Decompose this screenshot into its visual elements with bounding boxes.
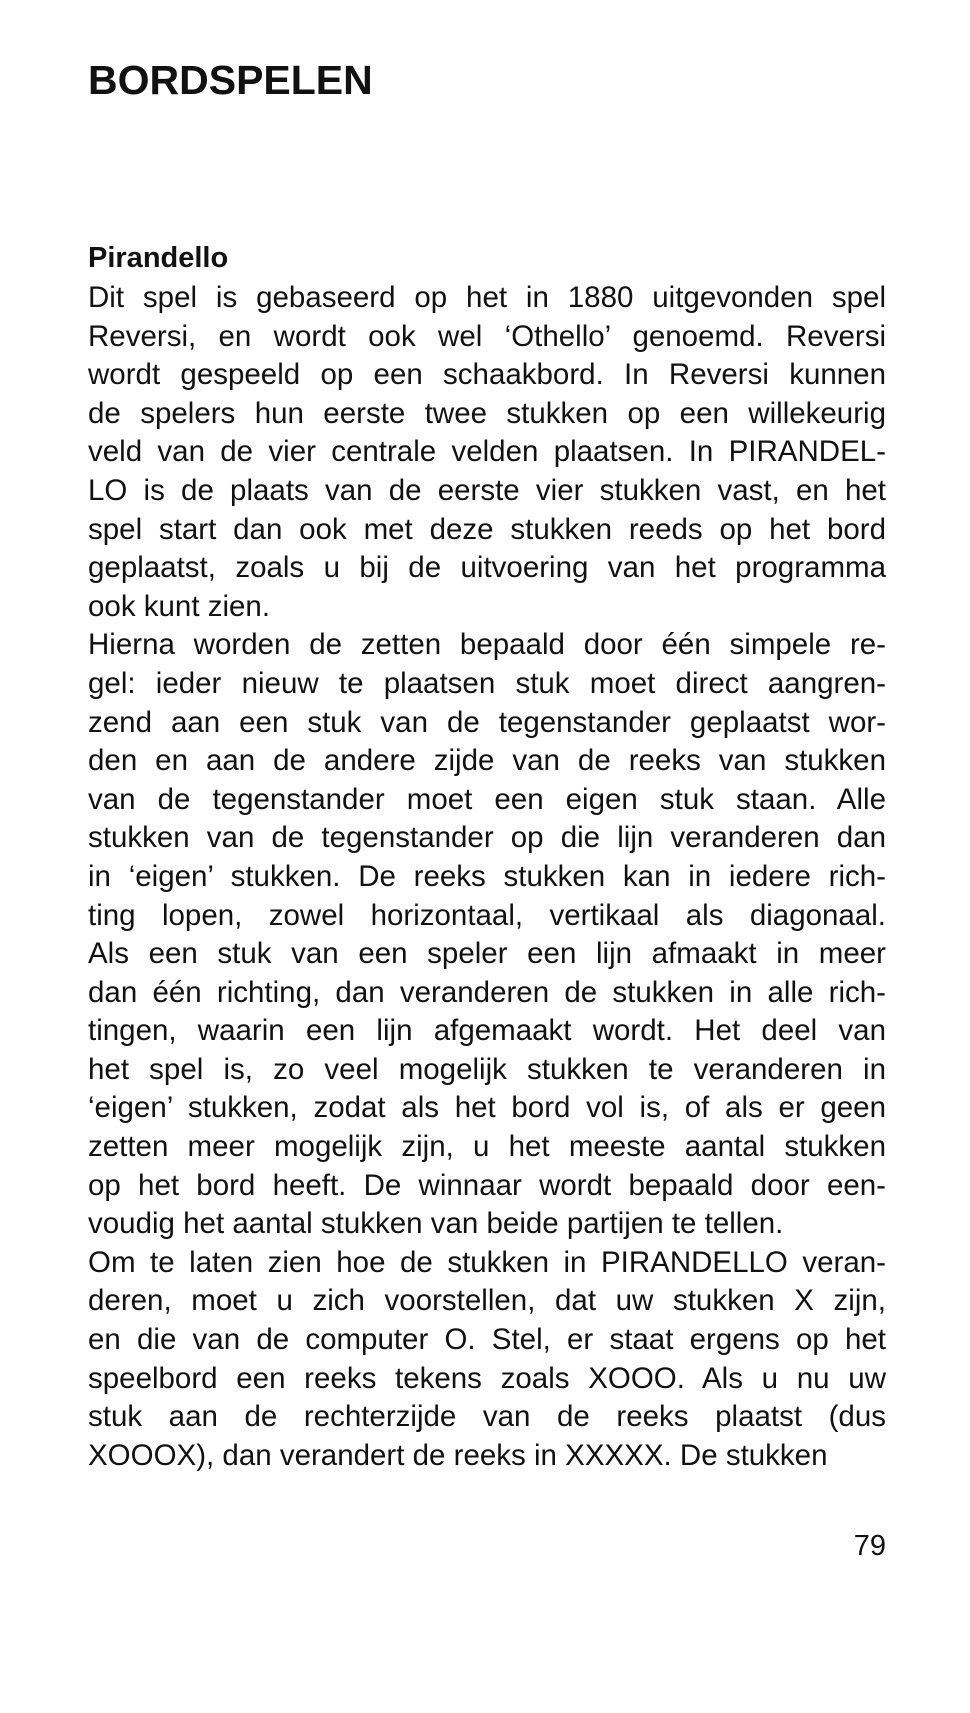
text-line: dan één richting, dan veranderen de stukken in alle rich- bbox=[88, 975, 886, 1009]
text-line: op het bord heeft. De winnaar wordt bepaald door een- bbox=[88, 1168, 886, 1202]
text-line: ook kunt zien. bbox=[88, 589, 271, 623]
paragraph bbox=[88, 1244, 886, 1476]
text-line: voudig het aantal stukken van beide partijen te tellen. bbox=[88, 1207, 784, 1241]
text-line: LO is de plaats van de eerste vier stukken vast, en het bbox=[88, 473, 886, 507]
text-line: gel: ieder nieuw te plaatsen stuk moet direct aangren- bbox=[88, 666, 886, 700]
text-line: het spel is, zo veel mogelijk stukken te veranderen in bbox=[88, 1052, 886, 1086]
text-line: de spelers hun eerste twee stukken op een willekeurig bbox=[88, 396, 886, 430]
text-line: geplaatst, zoals u bij de uitvoering van het programma bbox=[88, 551, 886, 585]
text-line: in ‘eigen’ stukken. De reeks stukken kan in iedere rich- bbox=[88, 859, 886, 893]
text-line: den en aan de andere zijde van de reeks van stukken bbox=[88, 744, 886, 778]
text-line: ting lopen, zowel horizontaal, vertikaal als diagonaal. bbox=[88, 898, 886, 932]
section-heading: Pirandello bbox=[88, 242, 229, 274]
text-line: Reversi, en wordt ook wel ‘Othello’ genoemd. Reversi bbox=[88, 319, 886, 353]
text-line: zetten meer mogelijk zijn, u het meeste aantal stukken bbox=[88, 1130, 886, 1164]
text-line: en die van de computer O. Stel, er staat ergens op het bbox=[88, 1323, 886, 1357]
text-line: zend aan een stuk van de tegenstander geplaatst wor- bbox=[88, 705, 886, 739]
text-line: Hierna worden de zetten bepaald door één simpele re- bbox=[88, 628, 886, 662]
paragraph bbox=[88, 626, 886, 1244]
text-line: van de tegenstander moet een eigen stuk staan. Alle bbox=[88, 782, 886, 816]
chapter-title: BORDSPELEN bbox=[88, 57, 373, 103]
text-line: stukken van de tegenstander op die lijn veranderen dan bbox=[88, 821, 886, 855]
page-number: 79 bbox=[853, 1530, 886, 1562]
text-line: spel start dan ook met deze stukken reeds op het bord bbox=[88, 512, 886, 546]
paragraph bbox=[88, 279, 886, 626]
text-line: tingen, waarin een lijn afgemaakt wordt. Het deel van bbox=[88, 1014, 886, 1048]
text-line: wordt gespeeld op een schaakbord. In Reversi kunnen bbox=[88, 358, 886, 392]
text-line: Als een stuk van een speler een lijn afmaakt in meer bbox=[88, 937, 886, 971]
text-line: XOOOX), dan verandert de reeks in XXXXX. De stukken bbox=[88, 1438, 828, 1472]
text-line: veld van de vier centrale velden plaatsen. In PIRANDEL- bbox=[88, 435, 886, 469]
text-line: deren, moet u zich voorstellen, dat uw stukken X zijn, bbox=[88, 1284, 886, 1318]
text-line: Dit spel is gebaseerd op het in 1880 uitgevonden spel bbox=[88, 281, 886, 314]
text-line: stuk aan de rechterzijde van de reeks plaatst (dus bbox=[88, 1400, 886, 1434]
text-line: Om te laten zien hoe de stukken in PIRANDELLO veran- bbox=[88, 1245, 886, 1279]
text-line: speelbord een reeks tekens zoals XOOO. Als u nu uw bbox=[88, 1361, 886, 1395]
body-text bbox=[88, 279, 886, 1475]
text-line: ‘eigen’ stukken, zodat als het bord vol is, of als er geen bbox=[88, 1091, 886, 1125]
